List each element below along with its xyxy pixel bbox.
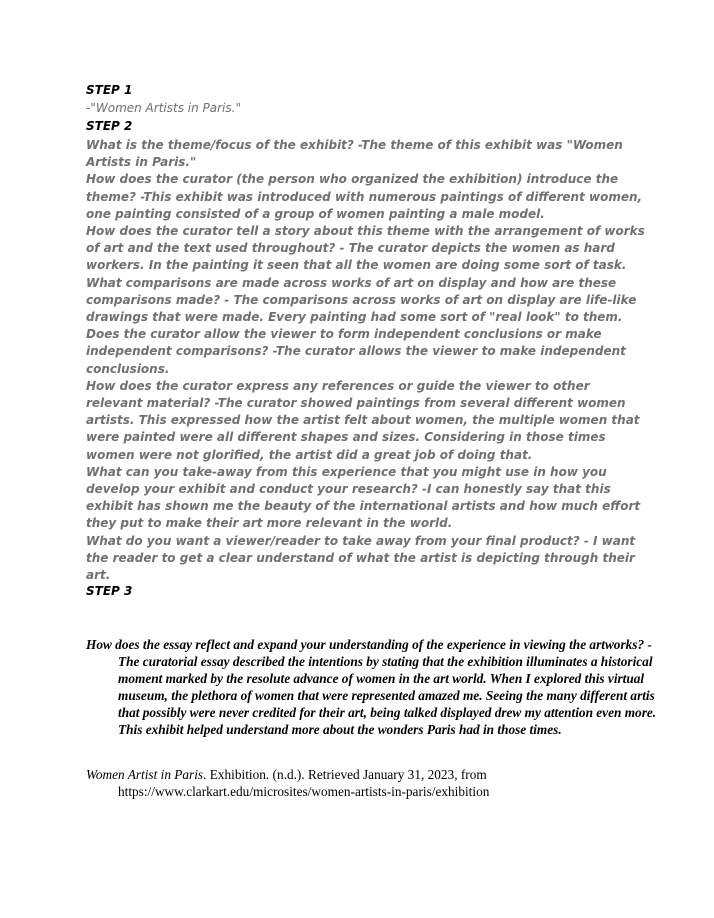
citation-details: . Exhibition. (n.d.). Retrieved January 31, 2023, from https://www.clarkart.edu/microsites/women-artists-in-paris/exhibition <box>118 767 490 799</box>
step-1-heading: STEP 1 <box>86 83 133 97</box>
qa-paragraph: What is the theme/focus of the exhibit? -The theme of this exhibit was "Women Artists in Paris." <box>86 138 623 170</box>
step-2-questions <box>86 137 646 584</box>
exhibit-name-prefix: -" <box>86 101 96 115</box>
citation <box>86 766 678 800</box>
qa-paragraph: Does the curator allow the viewer to form independent conclusions or make independent comparisons? -The curator allows the viewer to make independent conclusions. <box>86 327 626 376</box>
qa-paragraph: What comparisons are made across works of art on display and how are these comparisons made? - The comparisons across works of art on display are life-like drawings that were made. Every painting had some sort of "real look" to them. <box>86 275 637 325</box>
step-2-heading: STEP 2 <box>86 119 133 133</box>
qa-paragraph: What do you want a viewer/reader to take away from your final product? - I want the reader to get a clear understand of what the artist is depicting through their art. <box>86 533 636 583</box>
exhibit-name: Women Artists in Paris. <box>95 101 236 115</box>
exhibit-name-line <box>86 101 241 115</box>
step-3-heading: STEP 3 <box>86 584 133 598</box>
exhibit-name-suffix: " <box>235 101 241 115</box>
qa-paragraph: What can you take-away from this experience that you might use in how you develop your exhibit and conduct your research? -I can honestly say that this exhibit has shown me the beauty of the international artists and how much effort they put to make their art more relevant in the world. <box>86 464 641 531</box>
step-3-essay-paragraph: How does the essay reflect and expand your understanding of the experience in viewing the artworks? -The curatorial essay described the intentions by stating that the exhibition illuminates a historical moment marked by the resolute advance of women in the art world. When I explored this virtual museum, the plethora of women that were represented amazed me. Seeing the many different artis that possibly were never credited for their art, being talked displayed drew my attention even more. This exhibit helped understand more about the wonders Paris had in those times. <box>86 637 657 737</box>
qa-paragraph: How does the curator express any references or guide the viewer to other relevant material? -The curator showed paintings from several different women artists. This expressed how the artist felt about women, the multiple women that were painted were all different shapes and sizes. Considering in those times women were not glorified, the artist did a great job of doing that. <box>86 378 640 462</box>
citation-title: Women Artist in Paris <box>86 767 204 782</box>
qa-paragraph: How does the curator tell a story about this theme with the arrangement of works of art and the text used throughout? - The curator depicts the women as hard workers. In the painting it seen that all the women are doing some sort of task. <box>86 224 645 273</box>
qa-paragraph: How does the curator (the person who organized the exhibition) introduce the theme? -This exhibit was introduced with numerous paintings of different women, one painting consisted of a group of women painting a male model. <box>86 172 643 221</box>
